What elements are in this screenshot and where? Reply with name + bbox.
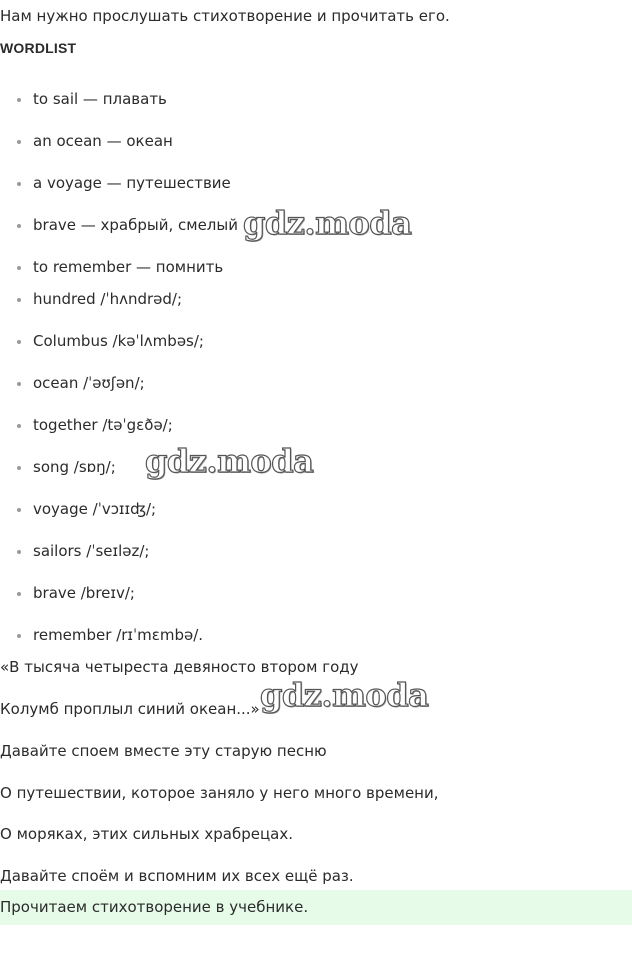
note-highlight bbox=[0, 890, 632, 925]
poem-line: Колумб проплыл синий океан...» bbox=[0, 700, 260, 718]
bullet-icon bbox=[17, 550, 21, 554]
watermark: gdz.moda bbox=[260, 676, 429, 714]
poem-line: Давайте споём и вспомним их всех ещё раз. bbox=[0, 867, 354, 885]
footer-note: Прочитаем стихотворение в учебнике. bbox=[0, 898, 309, 916]
bullet-icon bbox=[17, 182, 21, 186]
bullet-icon bbox=[17, 340, 21, 344]
bullet-icon bbox=[17, 140, 21, 144]
bullet-icon bbox=[17, 466, 21, 470]
bullet-icon bbox=[17, 298, 21, 302]
watermark: gdz.moda bbox=[243, 204, 412, 242]
bullet-icon bbox=[17, 382, 21, 386]
watermark: gdz.moda bbox=[145, 442, 314, 480]
poem-line: О моряках, этих сильных храбрецах. bbox=[0, 825, 293, 843]
poem-line: О путешествии, которое заняло у него много времени, bbox=[0, 784, 439, 802]
bullet-icon bbox=[17, 634, 21, 638]
bullet-icon bbox=[17, 592, 21, 596]
poem-line: Давайте споем вместе эту старую песню bbox=[0, 742, 327, 760]
poem-line: «В тысяча четыреста девяносто втором году bbox=[0, 658, 359, 676]
intro-text: Нам нужно прослушать стихотворение и прочитать его. bbox=[0, 7, 450, 25]
bullet-icon bbox=[17, 508, 21, 512]
bullet-icon bbox=[17, 98, 21, 102]
bullet-icon bbox=[17, 224, 21, 228]
bullet-icon bbox=[17, 266, 21, 270]
bullet-icon bbox=[17, 424, 21, 428]
wordlist-title: WORDLIST bbox=[0, 40, 77, 56]
